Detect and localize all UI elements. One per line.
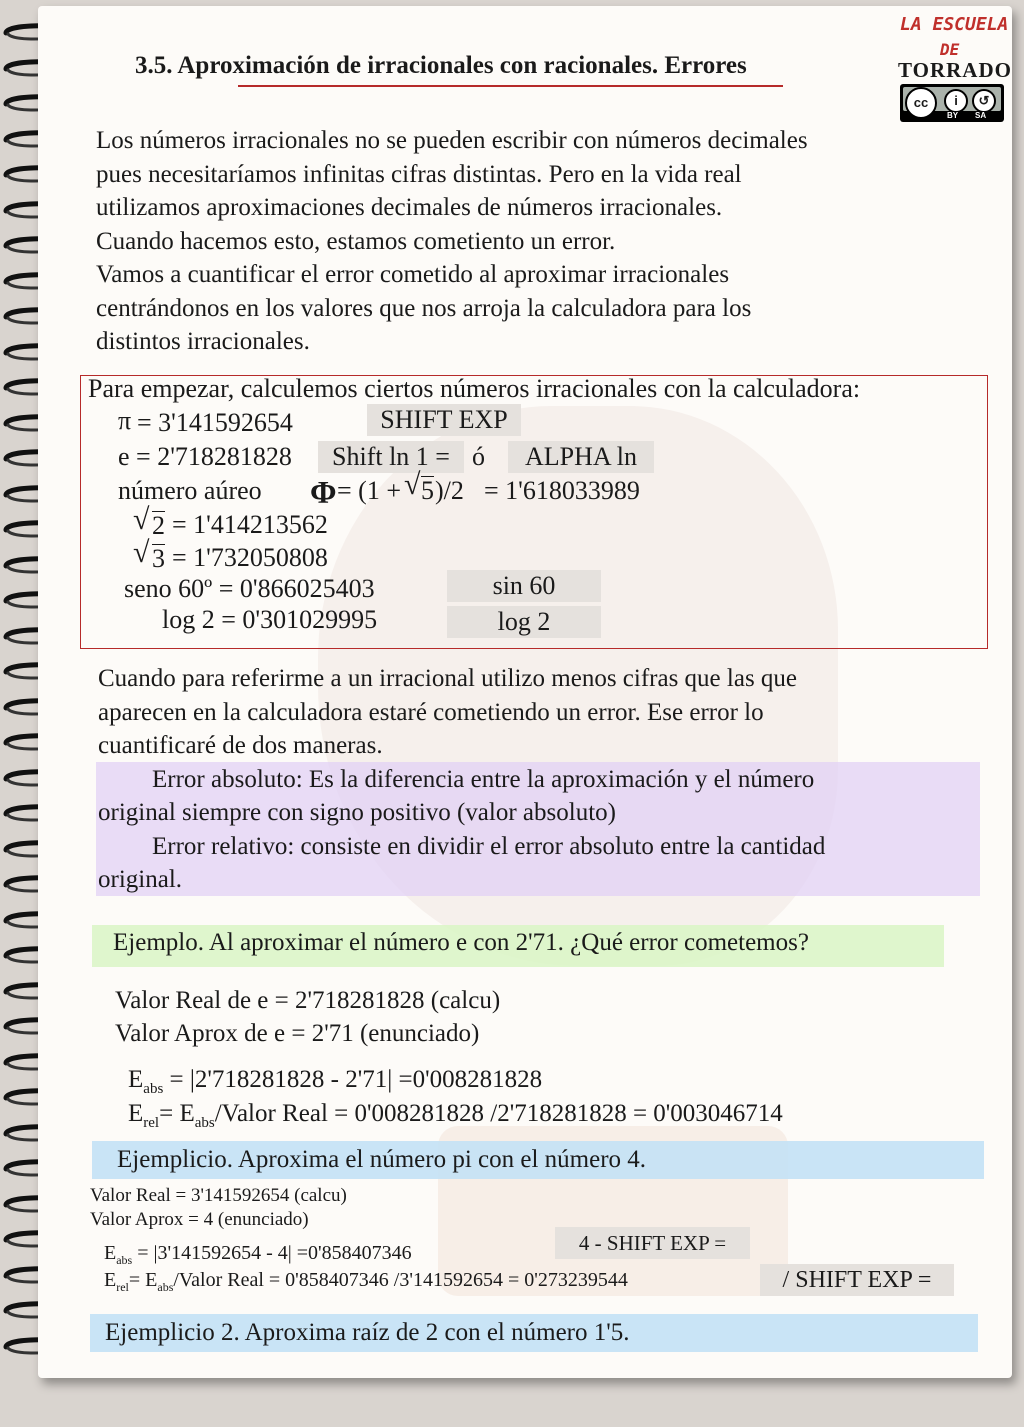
errors-intro-line: Cuando para referirme a un irracional utilizo menos cifras que las que [98,665,798,692]
pi-symbol: π [118,406,132,435]
phi-radicand: 5 [421,476,434,505]
example-approx-value: Valor Aprox de e = 2'71 (enunciado) [115,1020,480,1047]
log-value: log 2 = 0'301029995 [162,605,378,634]
example-real-value: Valor Real de e = 2'718281828 (calcu) [115,987,501,1014]
exercise-2-heading: Ejemplicio 2. Aproxima raíz de 2 con el número 1'5. [105,1319,630,1346]
relative-error-definition-1: Error relativo: consiste en dividir el error absoluto entre la cantidad [152,833,826,860]
sqrt2-value: = 1'414213562 [172,510,328,539]
license-by: BY [947,111,959,120]
relative-error-definition-2: original. [98,866,183,893]
example-absolute-error: $E_{abs} = |2'718281828 - 2'71| =0'008281828$ [128,1066,543,1097]
calc-heading: Para empezar, calculemos ciertos números irracionales con la calculadora: [88,374,861,403]
sqrt2-radicand: 2 [152,511,165,540]
sine-value: seno 60º = 0'866025403 [124,574,375,603]
logo-line-2: DE [940,40,960,59]
example-heading: Ejemplo. Al aproximar el número e con 2'71. ¿Qué error cometemos? [113,929,809,956]
sqrt3-radicand: 3 [152,544,165,573]
sa-icon: ↺ [972,89,996,113]
by-icon: i [944,89,968,113]
errors-intro [98,662,978,763]
intro-line: Cuando hacemos esto, estamos cometiento un error. [96,227,616,255]
pi-value: = 3'141592654 [137,408,293,437]
pi-key-hint: SHIFT EXP [367,404,521,436]
phi-expression-close: )/2 [435,476,464,505]
sqrt-icon: √ [133,503,150,536]
exercise-heading: Ejemplicio. Aproxima el número pi con el número 4. [117,1146,647,1173]
exercise-approx-value: Valor Aprox = 4 (enunciado) [90,1209,309,1230]
absolute-error-definition-1: Error absoluto: Es la diferencia entre la aproximación y el número [152,766,815,793]
intro-line: Los números irracionales no se pueden escribir con números decimales [96,127,808,154]
errors-intro-line: aparecen en la calculadora estaré cometiendo un error. Ese error lo [98,698,764,726]
exercise-relative-error: $E_{rel}=$ $E_{abs}$/Valor Real = 0'858407346 /3'141592654 = 0'273239544 [104,1269,628,1294]
page-title: 3.5. Aproximación de irracionales con racionales. Errores [135,52,747,79]
e-or: ó [472,442,485,471]
e-key-hint-1: Shift ln 1 = [318,441,464,473]
logo-line-3: TORRADO [898,58,1012,82]
cc-icon: cc [905,87,937,119]
errors-intro-line: cuantificaré de dos maneras. [98,732,383,759]
intro-paragraph [96,124,976,359]
sqrt-icon: √ [404,468,421,501]
intro-line: distintos irracionales. [96,328,310,355]
intro-line: utilizamos aproximaciones decimales de números irracionales. [96,194,723,221]
exercise-key-hint-2: / SHIFT EXP = [760,1264,954,1296]
logo-line-1: LA ESCUELA [900,14,1009,35]
sqrt-icon: √ [133,536,150,569]
e-key-hint-2: ALPHA ln [508,441,654,473]
sqrt3-value: = 1'732050808 [172,543,328,572]
intro-line: centrándonos en los valores que nos arroja la calculadora para los [96,294,752,322]
intro-line: Vamos a cuantificar el error cometido al aproximar irracionales [96,261,730,288]
absolute-error-definition-2: original siempre con signo positivo (valor absoluto) [98,799,616,826]
title-underline [238,85,783,87]
intro-line: pues necesitaríamos infinitas cifras distintas. Pero en la vida real [96,160,742,188]
log-key-hint: log 2 [447,606,601,638]
phi-expression-open: = (1 + [337,476,401,505]
license-sa: SA [975,111,987,120]
exercise-key-hint-1: 4 - SHIFT EXP = [555,1227,750,1259]
cc-license-badge [900,84,1004,122]
phi-symbol: Φ [310,474,337,510]
golden-ratio-label: número aúreo [118,476,262,505]
example-relative-error: $E_{rel}=$ $E_{abs}$/Valor Real = 0'008281828 /2'718281828 = 0'003046714 [128,1100,783,1131]
phi-value: = 1'618033989 [484,476,640,505]
e-value: e = 2'718281828 [118,442,292,471]
sine-key-hint: sin 60 [447,570,601,602]
exercise-real-value: Valor Real = 3'141592654 (calcu) [90,1185,347,1206]
exercise-absolute-error: $E_{abs} = |3'141592654 - 4| =0'858407346$ [104,1242,412,1267]
